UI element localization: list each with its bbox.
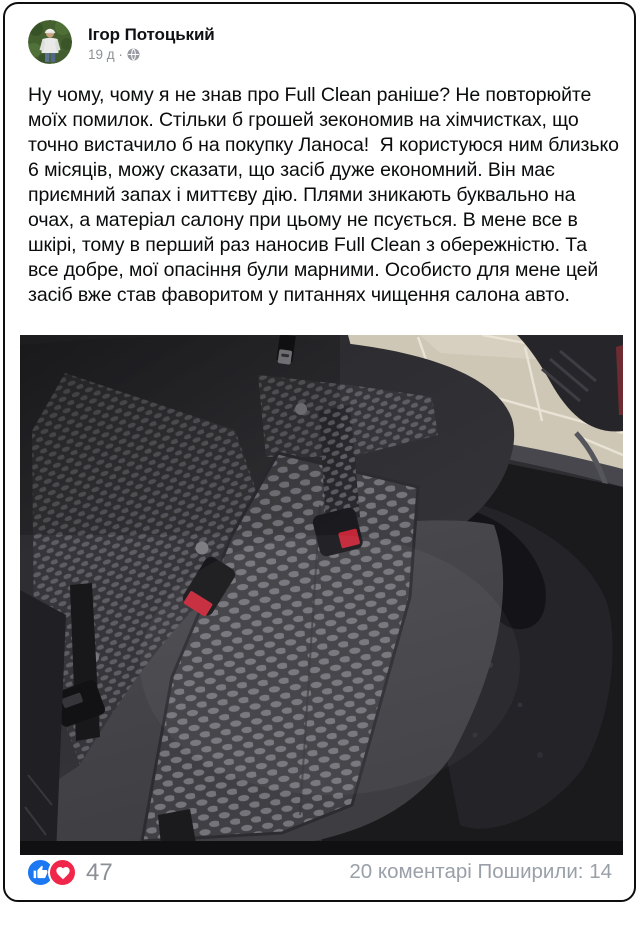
post-body-text: Ну чому, чому я не знав про Full Clean раніше? Не повторюйте моїх помилок. Стільки б грошей зекономив на хімчистках, що точно вистачило б на покупку Ланоса! Я користуюся ним близько 6 місяців, можу сказати, що засіб дуже економний. Він має приємний запах і миттєву дію. Плями зникають буквально на очах, а матеріал салону при цьому не псується. В мене все в шкірі, тому в перший раз наносив Full Clean з обережністю. Та все добре, мої опасіння були марними. Особисто для мене цей засіб вже став фаворитом у питаннях чищення салона авто. — [28, 84, 625, 306]
reaction-count[interactable]: 47 — [86, 858, 113, 886]
post-photo[interactable] — [20, 335, 623, 855]
car-interior-photo — [20, 335, 623, 855]
post-meta-row — [88, 47, 140, 62]
author-name[interactable]: Ігор Потоцький — [88, 25, 215, 44]
globe-icon — [127, 48, 140, 61]
reactions-row — [26, 858, 113, 887]
love-heart-icon[interactable] — [48, 858, 77, 887]
avatar[interactable] — [28, 20, 72, 64]
timestamp[interactable]: 19 д · — [88, 47, 123, 62]
avatar-photo — [28, 20, 72, 64]
photo-bottom-strip — [20, 841, 623, 855]
facebook-post-card — [3, 2, 636, 902]
comments-shares-count[interactable]: 20 коментарі Поширили: 14 — [349, 860, 612, 883]
